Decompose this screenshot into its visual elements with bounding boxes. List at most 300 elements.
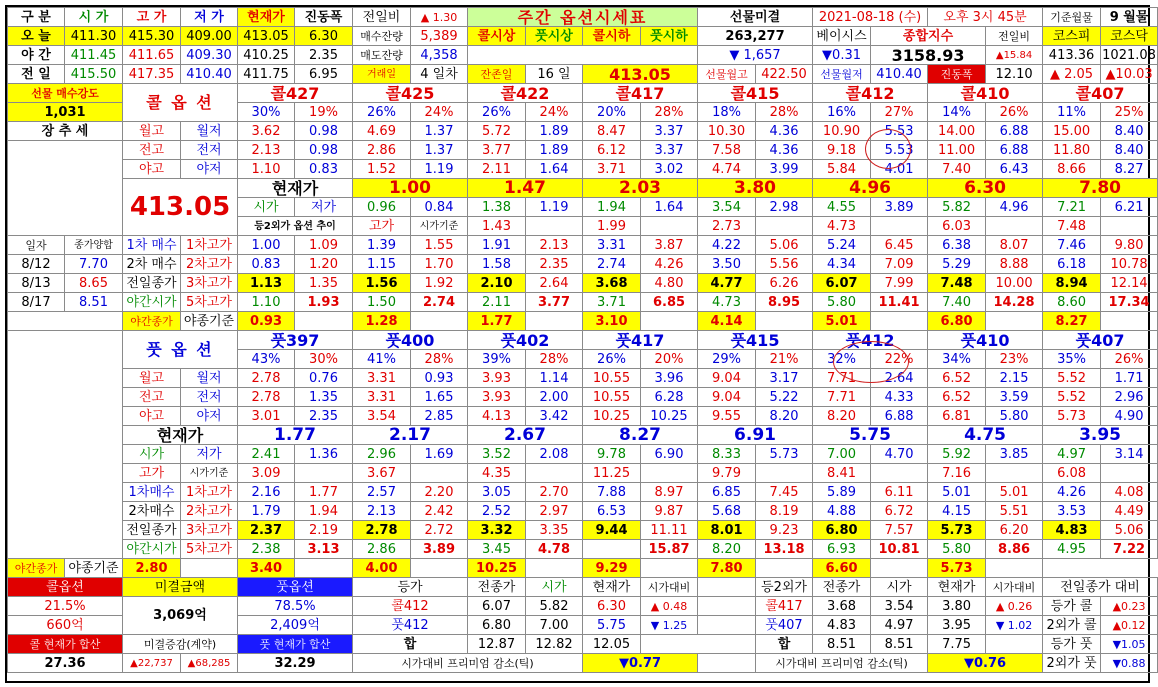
month-high-label: 월고 xyxy=(123,369,181,388)
call-mh: 14.00 xyxy=(928,122,986,141)
t2-r1-4: ▲ 0.26 xyxy=(986,597,1043,616)
header-high: 고 가 xyxy=(123,8,181,27)
kosdaq-value: 1021.08 xyxy=(1102,47,1156,63)
call-no: 1.10 xyxy=(238,293,295,312)
put-low: 1.36 xyxy=(295,445,353,464)
call-low: 4.96 xyxy=(986,198,1043,217)
put-low: 3.85 xyxy=(986,445,1043,464)
put-high: 4.35 xyxy=(468,464,526,483)
t1-r3-1: 12.87 xyxy=(468,635,526,654)
put-b2: 4.15 xyxy=(928,502,986,521)
top1-label: 1차고가 xyxy=(181,236,238,255)
low-label: 저가 xyxy=(295,198,353,217)
blank xyxy=(698,616,756,635)
call-high: 1.43 xyxy=(468,217,526,236)
call-ml: 3.37 xyxy=(641,122,698,141)
call-section-title: 콜 옵 션 xyxy=(123,84,238,122)
call-pct-a: 14% xyxy=(928,103,986,122)
call-pl: 3.37 xyxy=(641,141,698,160)
call-nc: 0.93 xyxy=(238,312,295,331)
prev-high-label: 전고 xyxy=(123,141,181,160)
put-nl: 4.90 xyxy=(1101,407,1158,426)
call-t1: 2.13 xyxy=(526,236,583,255)
night-range: 2.35 xyxy=(295,46,353,65)
night-open-label: 야간시가 xyxy=(123,540,181,559)
put-no xyxy=(583,540,641,559)
put-mh: 2.78 xyxy=(238,369,295,388)
call-pct-b: 27% xyxy=(871,103,928,122)
put-sum: 32.29 xyxy=(238,654,353,673)
call-b1: 5.24 xyxy=(813,236,871,255)
put-pc: 5.73 xyxy=(928,521,986,540)
osc-label: 진동폭 xyxy=(928,65,986,84)
t1-h1: 전종가 xyxy=(468,578,526,597)
today-current: 413.05 xyxy=(238,27,295,46)
high-label: 고가 xyxy=(353,217,411,236)
t2-h0: 등2외가 xyxy=(756,578,813,597)
call-t5: 8.95 xyxy=(756,293,813,312)
table-row xyxy=(8,312,1158,331)
put-ml: 0.76 xyxy=(295,369,353,388)
call-t1: 5.06 xyxy=(756,236,813,255)
top3-label: 3차고가 xyxy=(181,521,238,540)
call-ph: 3.77 xyxy=(468,141,526,160)
put-pct-b: 28% xyxy=(411,350,468,369)
call-b2: 1.58 xyxy=(468,255,526,274)
put-t5: 7.22 xyxy=(1101,540,1158,559)
blank xyxy=(1101,312,1158,331)
call-lower-btn: 콜시하 xyxy=(583,27,641,46)
t2-r3-0: 합 xyxy=(756,635,813,654)
put-t1: 6.11 xyxy=(871,483,928,502)
put-open: 8.33 xyxy=(698,445,756,464)
call-t2: 1.70 xyxy=(411,255,468,274)
t1-r2-4: ▼ 1.25 xyxy=(641,616,698,635)
call-pc: 4.77 xyxy=(698,274,756,293)
call-no: 1.50 xyxy=(353,293,411,312)
put-pct-b: 23% xyxy=(986,350,1043,369)
put-current: 3.95 xyxy=(1043,426,1158,445)
t2-foot: 시가대비 프리미엄 감소(틱) xyxy=(756,654,928,673)
t1-h3: 현재가 xyxy=(583,578,641,597)
put-pct-a: 26% xyxy=(583,350,641,369)
call-b2: 1.15 xyxy=(353,255,411,274)
call-t1: 9.80 xyxy=(1101,236,1158,255)
put-ml: 2.64 xyxy=(871,369,928,388)
night-low-label: 야저 xyxy=(181,407,238,426)
put-b1: 7.88 xyxy=(583,483,641,502)
put-b1: 4.26 xyxy=(1043,483,1101,502)
table-row xyxy=(8,179,1158,198)
t2-r2-0: 풋407 xyxy=(756,616,813,635)
put-b2: 2.52 xyxy=(468,502,526,521)
t2-r1-3: 3.80 xyxy=(928,597,986,616)
header-range: 진동폭 xyxy=(295,8,353,27)
t1-r1-2: 5.82 xyxy=(526,597,583,616)
put-t2: 9.87 xyxy=(641,502,698,521)
table-row xyxy=(8,331,1158,350)
call-t2: 4.26 xyxy=(641,255,698,274)
put-ph: 3.31 xyxy=(353,388,411,407)
blank xyxy=(871,464,928,483)
fut-month-high-label: 선물월고 xyxy=(698,65,756,84)
blank xyxy=(986,635,1043,654)
top5-label: 5차고가 xyxy=(181,293,238,312)
call-current: 4.96 xyxy=(813,179,928,198)
trade-day: 4 일차 xyxy=(411,65,468,84)
t2-r2-2: 4.97 xyxy=(871,616,928,635)
put-mh: 6.52 xyxy=(928,369,986,388)
call-t5: 2.74 xyxy=(411,293,468,312)
call-t3: 1.35 xyxy=(295,274,353,293)
call-strike-5: 콜412 xyxy=(813,84,928,103)
t1-foot: 시가대비 프리미엄 감소(틱) xyxy=(353,654,583,673)
night-high-label: 야고 xyxy=(123,407,181,426)
put-t3: 5.06 xyxy=(1101,521,1158,540)
put-open: 9.78 xyxy=(583,445,641,464)
call-b2: 2.74 xyxy=(583,255,641,274)
prevday-range: 6.95 xyxy=(295,65,353,84)
table-row xyxy=(8,46,1158,65)
call-nl: 8.27 xyxy=(1101,160,1158,179)
call-ph: 9.18 xyxy=(813,141,871,160)
call-b1: 1.91 xyxy=(468,236,526,255)
call-pct-a: 26% xyxy=(468,103,526,122)
put-pc: 2.37 xyxy=(238,521,295,540)
call-mh: 15.00 xyxy=(1043,122,1101,141)
t3-r1-0: 등가 콜 xyxy=(1043,597,1101,616)
table-row xyxy=(8,654,1158,673)
put-pl: 2.00 xyxy=(526,388,583,407)
put-current: 2.17 xyxy=(353,426,468,445)
call-ml: 6.88 xyxy=(986,122,1043,141)
open-label: 시가 xyxy=(238,198,295,217)
t1-r1-3: 6.30 xyxy=(583,597,641,616)
put-pct-a: 32% xyxy=(813,350,871,369)
call-nc: 5.01 xyxy=(813,312,871,331)
call-nh: 3.71 xyxy=(583,160,641,179)
option-quote-sheet xyxy=(5,5,1156,683)
call-nc: 4.14 xyxy=(698,312,756,331)
put-pl: 5.22 xyxy=(756,388,813,407)
blank xyxy=(756,464,813,483)
call-strike-6: 콜410 xyxy=(928,84,1043,103)
put-b1: 2.57 xyxy=(353,483,411,502)
call-pct-b: 28% xyxy=(756,103,813,122)
put-t3: 3.35 xyxy=(526,521,583,540)
call-pct-b: 26% xyxy=(986,103,1043,122)
night-close-label: 야간종가 xyxy=(8,559,65,578)
put-open: 2.96 xyxy=(353,445,411,464)
t1-r2-1: 6.80 xyxy=(468,616,526,635)
remaining-label: 잔존일 xyxy=(468,65,526,84)
prev-low-label: 전저 xyxy=(181,141,238,160)
call-b1: 1.00 xyxy=(238,236,295,255)
put-current: 4.75 xyxy=(928,426,1043,445)
put-strike-4: 풋415 xyxy=(698,331,813,350)
table-row xyxy=(8,8,1158,27)
call-strike-7: 콜407 xyxy=(1043,84,1158,103)
call-t5: 6.85 xyxy=(641,293,698,312)
call-sum: 27.36 xyxy=(8,654,123,673)
call-pl: 1.37 xyxy=(411,141,468,160)
table-row xyxy=(8,426,1158,445)
total-amount: 3,069억 xyxy=(123,597,238,635)
put-ph: 9.04 xyxy=(698,388,756,407)
call-b2: 5.29 xyxy=(928,255,986,274)
table-row xyxy=(8,559,1158,578)
call-strike-1: 콜425 xyxy=(353,84,468,103)
t2-r3-1: 8.51 xyxy=(813,635,871,654)
call-pc: 2.10 xyxy=(468,274,526,293)
call-current: 1.47 xyxy=(468,179,583,198)
night-base-label: 야종기준 xyxy=(65,559,123,578)
put-nl: 2.35 xyxy=(295,407,353,426)
today-open: 411.30 xyxy=(65,27,123,46)
header-prev: 전일비 xyxy=(353,8,411,27)
call-open: 4.55 xyxy=(813,198,871,217)
call-no: 8.60 xyxy=(1043,293,1101,312)
put-pct-a: 41% xyxy=(353,350,411,369)
put-b2: 6.53 xyxy=(583,502,641,521)
put-ml: 3.17 xyxy=(756,369,813,388)
put-open: 2.41 xyxy=(238,445,295,464)
top2-label: 2차고가 xyxy=(181,502,238,521)
call-t2: 7.09 xyxy=(871,255,928,274)
t2-foot-value: ▼0.76 xyxy=(928,654,1043,673)
call-ph: 7.58 xyxy=(698,141,756,160)
blank xyxy=(986,464,1043,483)
put-nl: 3.42 xyxy=(526,407,583,426)
call-ph: 2.86 xyxy=(353,141,411,160)
blank xyxy=(756,559,813,578)
call-ml: 1.89 xyxy=(526,122,583,141)
put-nh: 4.13 xyxy=(468,407,526,426)
call-strike-0: 콜427 xyxy=(238,84,353,103)
oi-change-put: ▲68,285 xyxy=(181,654,238,673)
fut-month-low: 410.40 xyxy=(871,65,928,84)
call-nh: 2.11 xyxy=(468,160,526,179)
put-ph: 6.52 xyxy=(928,388,986,407)
index-prev-label: 전일비 xyxy=(986,27,1043,46)
month-high-label: 월고 xyxy=(123,122,181,141)
call-low: 1.64 xyxy=(641,198,698,217)
put-strike-6: 풋410 xyxy=(928,331,1043,350)
prev-low-label: 전저 xyxy=(181,388,238,407)
blank xyxy=(986,312,1043,331)
put-mh: 3.93 xyxy=(468,369,526,388)
t2-r1-2: 3.54 xyxy=(871,597,928,616)
table-row xyxy=(8,274,1158,293)
put-pc: 8.01 xyxy=(698,521,756,540)
t1-h2: 시가 xyxy=(526,578,583,597)
t2-h2: 시가 xyxy=(871,578,928,597)
night-base-label: 야종기준 xyxy=(181,312,238,331)
call-nh: 4.74 xyxy=(698,160,756,179)
ask-qty: 4,358 xyxy=(411,46,468,65)
call-pc: 7.48 xyxy=(928,274,986,293)
put-pct-a: 29% xyxy=(698,350,756,369)
put-nh: 3.54 xyxy=(353,407,411,426)
t2-r2-4: ▼ 1.02 xyxy=(986,616,1043,635)
put-b2: 2.13 xyxy=(353,502,411,521)
put-low: 6.90 xyxy=(641,445,698,464)
put-no: 5.80 xyxy=(928,540,986,559)
put-ph: 10.55 xyxy=(583,388,641,407)
table-row xyxy=(8,445,1158,464)
t3-r2-1: ▲0.12 xyxy=(1101,616,1158,635)
put-pct-b: 30% xyxy=(295,350,353,369)
call-strike-3: 콜417 xyxy=(583,84,698,103)
put-mh: 7.71 xyxy=(813,369,871,388)
call-pl: 0.98 xyxy=(295,141,353,160)
call-ml: 0.98 xyxy=(295,122,353,141)
side-date: 8/13 xyxy=(8,274,65,293)
call-current: 3.80 xyxy=(698,179,813,198)
call-no: 4.73 xyxy=(698,293,756,312)
prevday-label: 전 일 xyxy=(8,65,65,84)
call-mh: 4.69 xyxy=(353,122,411,141)
put-t3: 11.11 xyxy=(641,521,698,540)
put-ph: 7.71 xyxy=(813,388,871,407)
ref-month-label: 기준월물 xyxy=(1043,8,1101,27)
table-row xyxy=(8,483,1158,502)
side-date: 8/17 xyxy=(8,293,65,312)
call-t3: 4.80 xyxy=(641,274,698,293)
call-open: 7.21 xyxy=(1043,198,1101,217)
put-no: 4.95 xyxy=(1043,540,1101,559)
put-low: 4.70 xyxy=(871,445,928,464)
futures-oi: 263,277 xyxy=(698,27,813,46)
put-b1: 5.89 xyxy=(813,483,871,502)
call-nl: 0.83 xyxy=(295,160,353,179)
put-ml: 0.93 xyxy=(411,369,468,388)
header-prev-value: ▲ 1.30 xyxy=(411,8,468,27)
call-b1: 3.31 xyxy=(583,236,641,255)
night-open-label: 야간시가 xyxy=(123,293,181,312)
put-high: 3.67 xyxy=(353,464,411,483)
futures-current: 413.05 xyxy=(583,65,698,84)
put-low: 5.73 xyxy=(756,445,813,464)
table-row xyxy=(8,635,1158,654)
call-nl: 4.01 xyxy=(871,160,928,179)
call-nl: 1.64 xyxy=(526,160,583,179)
today-label: 오 늘 xyxy=(8,27,65,46)
call-t2: 8.88 xyxy=(986,255,1043,274)
blank xyxy=(641,635,756,654)
call-mh: 3.62 xyxy=(238,122,295,141)
call-t2: 1.20 xyxy=(295,255,353,274)
call-pc: 1.13 xyxy=(238,274,295,293)
call-pct-a: 20% xyxy=(583,103,641,122)
month-low-label: 월저 xyxy=(181,369,238,388)
t2-r2-1: 4.83 xyxy=(813,616,871,635)
put-pc: 3.32 xyxy=(468,521,526,540)
call-current: 6.30 xyxy=(928,179,1043,198)
table-row xyxy=(8,521,1158,540)
call-open: 3.54 xyxy=(698,198,756,217)
call-sum-label: 콜 현재가 합산 xyxy=(8,635,123,654)
put-open: 7.00 xyxy=(813,445,871,464)
blank xyxy=(756,217,813,236)
put-pl: 4.33 xyxy=(871,388,928,407)
put-t5: 15.87 xyxy=(641,540,698,559)
call-ph: 11.00 xyxy=(928,141,986,160)
call-high: 1.99 xyxy=(583,217,641,236)
blank xyxy=(526,559,583,578)
call-t1: 8.07 xyxy=(986,236,1043,255)
call-open: 1.38 xyxy=(468,198,526,217)
call-pct-b: 28% xyxy=(641,103,698,122)
header-current: 현재가 xyxy=(238,8,295,27)
put-mh: 5.52 xyxy=(1043,369,1101,388)
put-t3: 7.57 xyxy=(871,521,928,540)
t2-r2-3: 3.95 xyxy=(928,616,986,635)
call-t5: 3.77 xyxy=(526,293,583,312)
put-nh: 10.25 xyxy=(583,407,641,426)
put-nc: 3.40 xyxy=(238,559,295,578)
table-row xyxy=(8,369,1158,388)
put-t2: 2.97 xyxy=(526,502,583,521)
t1-r2-2: 7.00 xyxy=(526,616,583,635)
call-mh: 5.72 xyxy=(468,122,526,141)
prevday-low: 410.40 xyxy=(181,65,238,84)
top1-label: 1차고가 xyxy=(181,483,238,502)
put-nh: 8.20 xyxy=(813,407,871,426)
put-pc: 9.44 xyxy=(583,521,641,540)
put-current: 8.27 xyxy=(583,426,698,445)
call-nc: 1.77 xyxy=(468,312,526,331)
put-open: 3.52 xyxy=(468,445,526,464)
call-t3: 1.92 xyxy=(411,274,468,293)
put-high: 6.08 xyxy=(1043,464,1101,483)
call-ml: 4.36 xyxy=(756,122,813,141)
put-high: 3.09 xyxy=(238,464,295,483)
blank xyxy=(526,312,583,331)
buy-strength: 1,031 xyxy=(8,103,123,122)
blank xyxy=(698,654,756,673)
put-t1: 8.97 xyxy=(641,483,698,502)
table-row xyxy=(8,388,1158,407)
blank xyxy=(295,464,353,483)
night-label: 야 간 xyxy=(8,46,65,65)
unsettled-label: 미결금액 xyxy=(123,578,238,597)
put-nc: 4.00 xyxy=(353,559,411,578)
put-pc: 6.80 xyxy=(813,521,871,540)
table-row xyxy=(8,236,1158,255)
put-low: 2.08 xyxy=(526,445,583,464)
put-t5: 8.86 xyxy=(986,540,1043,559)
put-b1: 2.16 xyxy=(238,483,295,502)
table-row xyxy=(8,122,1158,141)
blank xyxy=(641,559,698,578)
call-pct-b: 19% xyxy=(295,103,353,122)
blank xyxy=(1101,464,1158,483)
remaining-days: 16 일 xyxy=(526,65,583,84)
put-nc: 10.25 xyxy=(468,559,526,578)
high-base-label: 시가기준 xyxy=(181,464,238,483)
table-row xyxy=(8,502,1158,521)
date-label: 일자 xyxy=(8,236,65,255)
call-nl: 6.43 xyxy=(986,160,1043,179)
blank xyxy=(181,559,238,578)
table-row xyxy=(8,293,1158,312)
futures-oi-change: ▼ 1,657 xyxy=(698,46,813,65)
call-nh: 1.10 xyxy=(238,160,295,179)
put-amount: 2,409억 xyxy=(238,616,353,635)
put-no: 2.86 xyxy=(353,540,411,559)
ref-month: 9 월물 xyxy=(1101,8,1158,27)
